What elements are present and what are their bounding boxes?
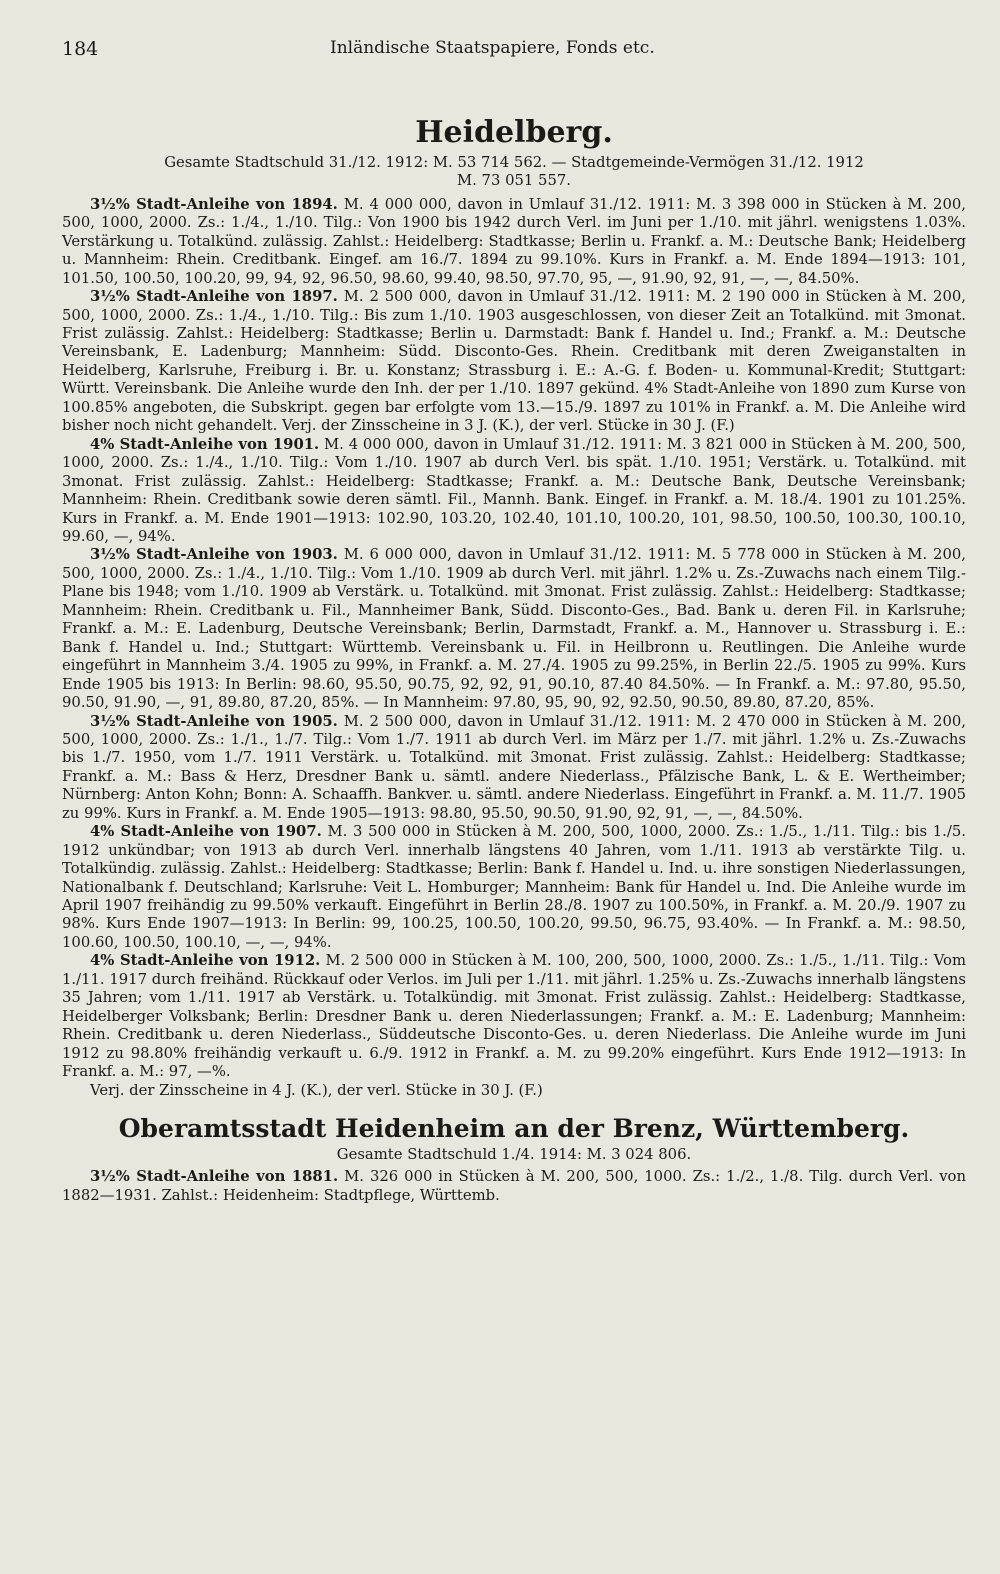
heidenheim-summary: Gesamte Stadtschuld 1./4. 1914: M. 3 024 806. (336, 1146, 692, 1164)
entry-text: Verj. der Zinsscheine in 4 J. (K.), der verl. Stücke in 30 J. (F.) (90, 1081, 543, 1099)
entry-text: M. 2 500 000, davon in Umlauf 31./12. 1911: M. 2 190 000 in Stücken à M. 200, 500, 1000, 2000. Zs.: 1./4., 1./10. Tilg.: Bis zum 1./10. 1903 ausgeschlossen, von dieser Zeit an Totalkünd. mit 3monat. Frist zulässig. Zahlst.: Heidelberg: Stadtkasse; Berlin u. Darmstadt: Bank f. Handel u. Ind.; Frankf. a. M.: Deutsche Vereinsbank, E. Ladenburg; Mannheim: Südd. Disconto-Ges. Rhein. Creditbank mit deren Zweiganstalten in Heidelberg, Karlsruhe, Freiburg i. Br. u. Konstanz; Strassburg i. E.: A.-G. f. Boden- u. Kommunal-Kredit; Stuttgart: Württ. Vereinsbank. Die Anleihe wurde den Inh. der per 1./10. 1897 gekünd. 4% Stadt-Anleihe von 1890 zum Kurse von 100.85% angeboten, die Subskript. gegen bar erfolgte vom 13.—15./9. 1897 zu 101% in Frankf. a. M. Die Anleihe wird bisher noch nicht gehandelt. Verj. der Zinsscheine in 3 J. (K.), der verl. Stücke in 30 J. (F.) (62, 288, 966, 435)
summary-line: Gesamte Stadtschuld 31./12. 1912: M. 53 714 562. — Stadtgemeinde-Vermögen 31./12. 1912 (164, 154, 864, 171)
loan-entry-1912 (62, 952, 966, 1081)
section-heading-heidelberg: Heidelberg. (415, 115, 613, 150)
loan-entry-1905 (62, 713, 966, 824)
loan-entry-1894 (62, 196, 966, 288)
entry-heading: 3½% Stadt-Anleihe von 1905. (90, 712, 338, 730)
entry-text: M. 4 000 000, davon in Umlauf 31./12. 1911: M. 3 398 000 in Stücken à M. 200, 500, 1000, 2000. Zs.: 1./4., 1./10. Tilg.: Von 1900 bis 1942 durch Verl. im Juni per 1./10. mit jährl. wenigstens 1.03%. Verstärkung u. Totalkünd. zulässig. Zahlst.: Heidelberg: Stadtkasse; Berlin u. Frankf. a. M.: Deutsche Bank; Heidelberg u. Mannheim: Rhein. Creditbank. Eingef. am 16./7. 1894 zu 99.10%. Kurs in Frankf. a. M. Ende 1894—1913: 101, 101.50, 100.50, 100.20, 99, 94, 92, 96.50, 98.60, 99.40, 98.50, 97.70, 95, —, 91.90, 92, 91, —, —, 84.50%. (62, 195, 966, 287)
entry-text: M. 326 000 in Stücken à M. 200, 500, 1000. Zs.: 1./2., 1./8. Tilg. durch Verl. von 1882—1931. Zahlst.: Heidenheim: Stadtpflege, Württemb. (62, 1168, 966, 1204)
entry-heading: 4% Stadt-Anleihe von 1912. (90, 952, 321, 970)
entry-text: M. 2 500 000, davon in Umlauf 31./12. 1911: M. 2 470 000 in Stücken à M. 200, 500, 1000, 2000. Zs.: 1./1., 1./7. Tilg.: Vom 1./7. 1911 ab durch Verl. im März per 1./7. mit jährl. 1.2% u. Zs.-Zuwachs bis 1./7. 1950, vom 1./7. 1911 Verstärk. u. Totalkünd. mit 3monat. Frist zulässig. Zahlst.: Heidelberg: Stadtkasse; Frankf. a. M.: Bass & Herz, Dresdner Bank u. sämtl. andere Niederlass., Pfälzische Bank, L. & E. Wertheimber; Nürnberg: Anton Kohn; Bonn: A. Schaaffh. Bankver. u. sämtl. andere Niederlass. Eingeführt in Frankf. a. M. 11./7. 1905 zu 99%. Kurs in Frankf. a. M. Ende 1905—1913: 98.80, 95.50, 90.50, 91.90, 92, 91, —, —, 84.50%. (62, 712, 966, 822)
entry-text: M. 2 500 000 in Stücken à M. 100, 200, 500, 1000, 2000. Zs.: 1./5., 1./11. Tilg.: Vom 1./11. 1917 durch freihänd. Rückkauf oder Verlos. im Juli per 1./11. mit jährl. 1.25% u. Zs.-Zuwachs innerhalb längstens 35 Jahren; vom 1./11. 1917 ab Verstärk. u. Totalkündig. mit 3monat. Frist zulässig. Zahlst.: Heidelberg: Stadtkasse, Heidelberger Volksbank; Berlin: Dresdner Bank u. deren Niederlassungen; Frankf. a. M.: E. Ladenburg; Mannheim: Rhein. Creditbank u. deren Niederlass., Süddeutsche Disconto-Ges. u. deren Niederlass. Die Anleihe wurde im Juni 1912 zu 98.80% freihändig verkauft u. 6./9. 1912 in Frankf. a. M. zu 99.20% eingeführt. Kurs Ende 1912—1913: In Frankf. a. M.: 97, —%. (62, 952, 966, 1081)
running-title: Inländische Staatspapiere, Fonds etc. (330, 38, 655, 58)
entry-heading: 3½% Stadt-Anleihe von 1903. (90, 546, 338, 564)
loan-entry-1903 (62, 546, 966, 712)
entry-heading: 3½% Stadt-Anleihe von 1897. (90, 288, 338, 306)
running-head (62, 38, 966, 72)
page-number: 184 (62, 38, 99, 60)
limitation-note (62, 1082, 966, 1100)
entry-text: M. 3 500 000 in Stücken à M. 200, 500, 1000, 2000. Zs.: 1./5., 1./11. Tilg.: bis 1./5. 1912 unkündbar; von 1913 ab durch Verl. innerhalb längstens 40 Jahren, vom 1./11. 1913 ab verstärkte Tilg. u. Totalkündig. zulässig. Zahlst.: Heidelberg: Stadtkasse; Berlin: Bank f. Handel u. Ind. u. ihre sonstigen Niederlassungen, Nationalbank f. Deutschland; Karlsruhe: Veit L. Homburger; Mannheim: Bank für Handel u. Ind. Die Anleihe wurde im April 1907 freihändig zu 99.50% verkauft. Eingeführt in Berlin 28./8. 1907 zu 100.50%, in Frankf. a. M. 20./9. 1907 zu 98%. Kurs Ende 1907—1913: In Berlin: 99, 100.25, 100.50, 100.20, 99.50, 96.75, 93.40%. — In Frankf. a. M.: 98.50, 100.60, 100.50, 100.10, —, —, 94%. (62, 823, 966, 951)
entry-heading: 4% Stadt-Anleihe von 1907. (90, 823, 322, 841)
loan-entry-1901 (62, 436, 966, 547)
entry-text: M. 6 000 000, davon in Umlauf 31./12. 1911: M. 5 778 000 in Stücken à M. 200, 500, 1000, 2000. Zs.: 1./4., 1./10. Tilg.: Vom 1./10. 1909 ab durch Verl. mit jährl. 1.2% u. Zs.-Zuwachs nach einem Tilg.-Plane bis 1948; vom 1./10. 1909 ab Verstärk. u. Totalkünd. mit 3monat. Frist zulässig. Zahlst.: Heidelberg: Stadtkasse; Mannheim: Rhein. Creditbank u. Fil., Mannheimer Bank, Südd. Disconto-Ges., Bad. Bank u. deren Fil. in Karlsruhe; Frankf. a. M.: E. Ladenburg, Deutsche Vereinsbank; Berlin, Darmstadt, Frankf. a. M., Hannover u. Strassburg i. E.: Bank f. Handel u. Ind.; Stuttgart: Württemb. Vereinsbank u. Fil. in Heilbronn u. Reutlingen. Die Anleihe wurde eingeführt in Mannheim 3./4. 1905 zu 99%, in Frankf. a. M. 27./4. 1905 zu 99.25%, in Berlin 22./5. 1905 zu 99%. Kurs Ende 1905 bis 1913: In Berlin: 98.60, 95.50, 90.75, 92, 92, 91, 90.10, 87.40 84.50%. — In Frankf. a. M.: 97.80, 95.50, 90.50, 91.90, —, 91, 89.80, 87.20, 85%. — In Mannheim: 97.80, 95, 90, 92, 92.50, 90.50, 89.80, 87.20, 85%. (62, 546, 966, 712)
entry-heading: 3½% Stadt-Anleihe von 1881. (90, 1168, 339, 1186)
loan-entry-1881 (62, 1168, 966, 1205)
loan-entry-1897 (62, 288, 966, 436)
entry-heading: 3½% Stadt-Anleihe von 1894. (90, 195, 338, 213)
loan-entry-1907 (62, 823, 966, 952)
section-heading-heidenheim: Oberamtsstadt Heidenheim an der Brenz, Württemberg. (118, 1114, 910, 1144)
heidelberg-summary (62, 154, 966, 191)
entry-heading: 4% Stadt-Anleihe von 1901. (90, 435, 320, 453)
summary-line: M. 73 051 557. (457, 172, 571, 190)
entry-text: M. 4 000 000, davon in Umlauf 31./12. 1911: M. 3 821 000 in Stücken à M. 200, 500, 1000, 2000. Zs.: 1./4., 1./10. Tilg.: Vom 1./10. 1907 ab durch Verl. bis spät. 1./10. 1951; Verstärk. u. Totalkünd. mit 3monat. Frist zulässig. Zahlst.: Heidelberg: Stadtkasse; Frankf. a. M.: Deutsche Bank, Deutsche Vereinsbank; Mannheim: Rhein. Creditbank sowie deren sämtl. Fil., Mannh. Bank. Eingef. in Frankf. a. M. 18./4. 1901 zu 101.25%. Kurs in Frankf. a. M. Ende 1901—1913: 102.90, 103.20, 102.40, 101.10, 100.20, 101, 98.50, 100.50, 100.30, 100.10, 99.60, —, 94%. (62, 435, 966, 545)
